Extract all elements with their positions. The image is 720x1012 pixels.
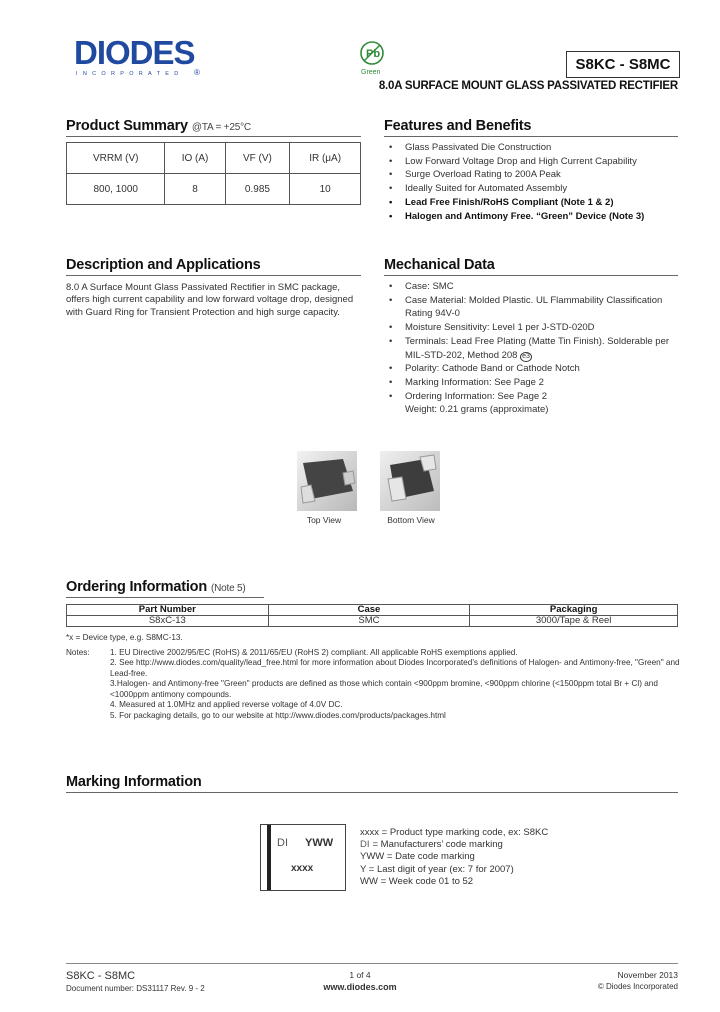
ordering-value-packaging: 3000/Tape & Reel bbox=[470, 616, 678, 627]
document-subtitle: 8.0A SURFACE MOUNT GLASS PASSIVATED RECTIFIER bbox=[378, 80, 678, 92]
mechanical-list bbox=[384, 280, 684, 417]
marking-title: Marking Information bbox=[66, 774, 678, 793]
summary-header-vf: VF (V) bbox=[225, 143, 290, 174]
summary-header-vrrm: VRRM (V) bbox=[67, 143, 165, 174]
ordering-title bbox=[66, 579, 264, 598]
note-item: 1. EU Directive 2002/95/EC (RoHS) & 2011/65/EU (RoHS 2) compliant. All applicable RoHS exemptions applied. bbox=[110, 647, 518, 657]
diodes-logo: DIODES bbox=[74, 34, 195, 71]
mechanical-item: • Moisture Sensitivity: Level 1 per J-STD-020D bbox=[384, 321, 684, 335]
note-item: 4. Measured at 1.0MHz and applied reverse voltage of 4.0V DC. bbox=[110, 700, 343, 709]
mechanical-item: • Case: SMC bbox=[384, 280, 684, 294]
footer-date: November 2013 bbox=[617, 970, 678, 980]
ordering-note-ref: (Note 5) bbox=[211, 583, 246, 594]
summary-value-ir: 10 bbox=[290, 174, 361, 205]
product-code-mark: xxxx bbox=[291, 863, 314, 874]
features-title: Features and Benefits bbox=[384, 118, 678, 137]
marking-legend bbox=[360, 827, 548, 888]
ordering-header-packaging: Packaging bbox=[470, 605, 678, 616]
green-pb-free-icon bbox=[355, 38, 389, 72]
marking-legend-item: WW = Week code 01 to 52 bbox=[360, 875, 474, 887]
package-top-view-image bbox=[297, 451, 357, 511]
footer-part: S8KC - S8MC bbox=[66, 970, 136, 982]
note-item: 5. For packaging details, go to our website at http://www.diodes.com/products/packages.html bbox=[110, 710, 446, 720]
note-item: 2. See http://www.diodes.com/quality/lead_free.html for more information about Diodes Incorporated’s definitions of Halogen- and Antimony-free, "Green" and Lead-free. bbox=[110, 658, 680, 678]
manufacturer-logo-inline: DI bbox=[360, 839, 370, 851]
features-list bbox=[384, 141, 684, 223]
e3-mark: e3 bbox=[522, 352, 530, 360]
footer-doc-number: Document number: DS31117 Rev. 9 - 2 bbox=[66, 984, 205, 993]
description-text: 8.0 A Surface Mount Glass Passivated Rectifier in SMC package, offers high current capability and low forward voltage drop, designed with Guard Ring for Transient Protection and high surge capacity. bbox=[66, 282, 354, 318]
feature-item: • Glass Passivated Die Construction bbox=[384, 141, 684, 155]
summary-header-io: IO (A) bbox=[165, 143, 225, 174]
registered-mark: ® bbox=[194, 68, 200, 77]
date-code-mark: YWW bbox=[305, 837, 334, 849]
mechanical-item: • Marking Information: See Page 2 bbox=[384, 376, 684, 390]
marking-legend-item: Y = Last digit of year (ex: 7 for 2007) bbox=[360, 863, 514, 875]
feature-item: • Low Forward Voltage Drop and High Current Capability bbox=[384, 155, 684, 169]
ordering-notes bbox=[66, 633, 681, 721]
product-summary-heading: Product Summary bbox=[66, 118, 188, 134]
footer-copyright: © Diodes Incorporated bbox=[597, 982, 678, 991]
marking-legend-item: DI = Manufacturers’ code marking bbox=[360, 839, 503, 851]
ordering-table bbox=[66, 604, 678, 627]
summary-value-io: 8 bbox=[165, 174, 225, 205]
marking-diagram bbox=[260, 824, 346, 891]
description-title: Description and Applications bbox=[66, 257, 361, 276]
ordering-header-case: Case bbox=[268, 605, 470, 616]
green-label: Green bbox=[361, 69, 381, 76]
diodes-logo-subtitle: INCORPORATED bbox=[76, 71, 184, 77]
notes-label: Notes: bbox=[66, 647, 90, 657]
summary-value-vf: 0.985 bbox=[225, 174, 290, 205]
footer-page: 1 of 4 bbox=[349, 970, 371, 980]
marking-legend-item: xxxx = Product type marking code, ex: S8KC bbox=[360, 827, 549, 838]
part-range-box: S8KC - S8MC bbox=[566, 51, 680, 78]
product-summary-title bbox=[66, 118, 361, 137]
mechanical-item: • Ordering Information: See Page 2 bbox=[384, 390, 684, 404]
mechanical-item: • Terminals: Lead Free Plating (Matte Tin Finish). Solderable per MIL-STD-202, Method 208 e3 bbox=[384, 335, 684, 362]
bottom-view-caption: Bottom View bbox=[387, 515, 435, 525]
top-view-caption: Top View bbox=[306, 515, 342, 525]
note-item: 3.Halogen- and Antimony-free "Green" products are defined as those which contain <900ppm bromine, <900ppm chlorine (<1500ppm total Br + Cl) and <1000ppm antimony compounds. bbox=[110, 679, 658, 699]
footer-rule bbox=[66, 963, 678, 964]
marking-legend-item: YWW = Date code marking bbox=[360, 851, 475, 863]
feature-item: • Ideally Suited for Automated Assembly bbox=[384, 182, 684, 196]
mechanical-item: Weight: 0.21 grams (approximate) bbox=[405, 404, 549, 416]
feature-item: • Halogen and Antimony Free. “Green” Device (Note 3) bbox=[384, 210, 684, 224]
device-type-note: *x = Device type, e.g. S8MC-13. bbox=[66, 633, 183, 642]
footer-website[interactable]: www.diodes.com bbox=[323, 982, 397, 992]
ordering-heading: Ordering Information bbox=[66, 579, 208, 595]
ordering-header-part: Part Number bbox=[67, 605, 269, 616]
mechanical-item: • Polarity: Cathode Band or Cathode Notch bbox=[384, 362, 684, 376]
package-bottom-view-image bbox=[380, 451, 440, 511]
manufacturer-logo-mark: DI bbox=[277, 837, 288, 849]
summary-value-vrrm: 800, 1000 bbox=[67, 174, 165, 205]
feature-item: • Surge Overload Rating to 200A Peak bbox=[384, 168, 684, 182]
product-summary-table bbox=[66, 142, 361, 205]
product-summary-condition: @TA = +25°C bbox=[191, 122, 251, 133]
mechanical-title: Mechanical Data bbox=[384, 257, 678, 276]
ordering-value-part: S8xC-13 bbox=[67, 616, 269, 627]
green-badge-text: Pb bbox=[366, 48, 381, 60]
mechanical-item: • Case Material: Molded Plastic. UL Flammability Classification Rating 94V-0 bbox=[384, 294, 684, 321]
ordering-value-case: SMC bbox=[268, 616, 470, 627]
feature-item: • Lead Free Finish/RoHS Compliant (Note 1 & 2) bbox=[384, 196, 684, 210]
cathode-band bbox=[267, 825, 271, 890]
summary-header-ir: IR (μA) bbox=[290, 143, 361, 174]
